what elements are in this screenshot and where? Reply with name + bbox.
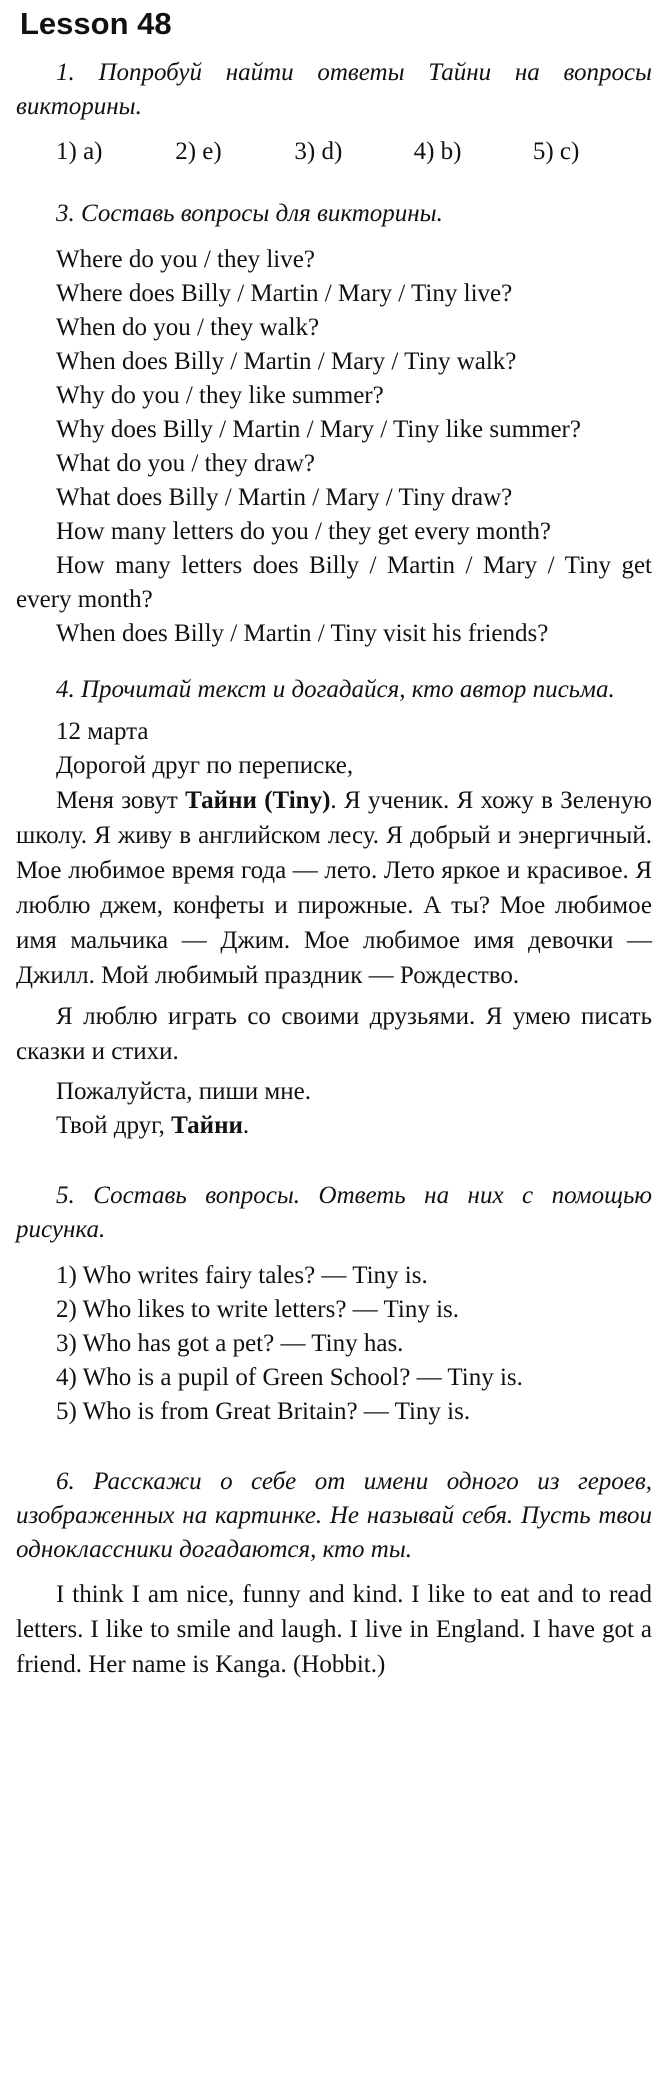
ex1-answer: 1) a) — [56, 138, 103, 165]
ex4-task: 4. Прочитай текст и догадайся, кто автор письма. — [56, 676, 615, 703]
ex5-answer: 3) Who has got a pet? — Tiny has. — [56, 1330, 404, 1357]
ex3-task: 3. Составь вопросы для викторины. — [56, 200, 443, 227]
ex3-question: What do you / they draw? — [56, 450, 315, 477]
letter-signature — [16, 1109, 652, 1143]
ex5-answer: 4) Who is a pupil of Green School? — Tiny is. — [56, 1364, 523, 1391]
ex3-question: Where does Billy / Martin / Mary / Tiny live? — [56, 280, 513, 307]
ex3-question: What does Billy / Martin / Mary / Tiny draw? — [56, 484, 513, 511]
ex3-questions — [16, 243, 652, 651]
ex1-answers — [16, 135, 652, 169]
ex5-answers — [16, 1259, 652, 1429]
signature-name: Тайни — [171, 1112, 243, 1139]
ex6-task: 6. Расскажи о себе от имени одного из героев, изображенных на картинке. Не называй себя. Пусть твои одноклассники догадаются, кто ты. — [16, 1468, 652, 1563]
signature-end: . — [242, 1112, 250, 1139]
letter-date: 12 марта — [56, 718, 149, 745]
ex3-question: How many letters does Billy / Martin / Mary / Tiny get every month? — [16, 552, 652, 613]
ex6-answer: I think I am nice, funny and kind. I like to eat and to read letters. I like to smile and laugh. I live in England. I have got a friend. Her name is Kanga. (Hobbit.) — [16, 1581, 652, 1678]
ex3-question: When does Billy / Martin / Mary / Tiny walk? — [56, 348, 517, 375]
ex3-question: When does Billy / Martin / Tiny visit his friends? — [56, 620, 549, 647]
ex5-answer: 5) Who is from Great Britain? — Tiny is. — [56, 1398, 471, 1425]
ex1-answer: 3) d) — [294, 138, 343, 165]
signature-prefix: Твой друг, — [56, 1112, 172, 1139]
ex1-answer: 2) e) — [175, 138, 222, 165]
letter-author-name: Тайни (Tiny) — [185, 787, 331, 814]
ex1-answer: 4) b) — [413, 138, 462, 165]
lesson-title: Lesson 48 — [20, 6, 172, 41]
ex3-question: Where do you / they live? — [56, 246, 315, 273]
ex1-task: 1. Попробуй найти ответы Тайни на вопросы викторины. — [16, 59, 652, 120]
letter-greeting: Дорогой друг по переписке, — [56, 752, 354, 779]
letter-paragraph — [16, 783, 652, 993]
ex3-question: Why do you / they like summer? — [56, 382, 384, 409]
ex5-task: 5. Составь вопросы. Ответь на них с помощью рисунка. — [16, 1182, 652, 1243]
letter-request: Пожалуйста, пиши мне. — [56, 1078, 311, 1105]
ex3-question: How many letters do you / they get every month? — [56, 518, 552, 545]
ex5-answer: 2) Who likes to write letters? — Tiny is. — [56, 1296, 459, 1323]
letter-intro: Меня зовут — [56, 787, 186, 814]
ex3-question: When do you / they walk? — [56, 314, 320, 341]
ex3-question: Why does Billy / Martin / Mary / Tiny like summer? — [56, 416, 581, 443]
letter-body: . Я ученик. Я хожу в Зеленую школу. Я живу в английском лесу. Я добрый и энергичный. Мое любимое время года — лето. Лето яркое и красивое. Я люблю джем, конфеты и пирожные. А ты? Мое любимое имя мальчика — Джим. Мое любимое имя девочки — Джилл. Мой любимый праздник — Рождество. — [16, 787, 652, 989]
ex1-answer: 5) c) — [532, 138, 580, 165]
ex5-answer: 1) Who writes fairy tales? — Tiny is. — [56, 1262, 428, 1289]
letter-paragraph-2: Я люблю играть со своими друзьями. Я умею писать сказки и стихи. — [16, 1003, 652, 1065]
